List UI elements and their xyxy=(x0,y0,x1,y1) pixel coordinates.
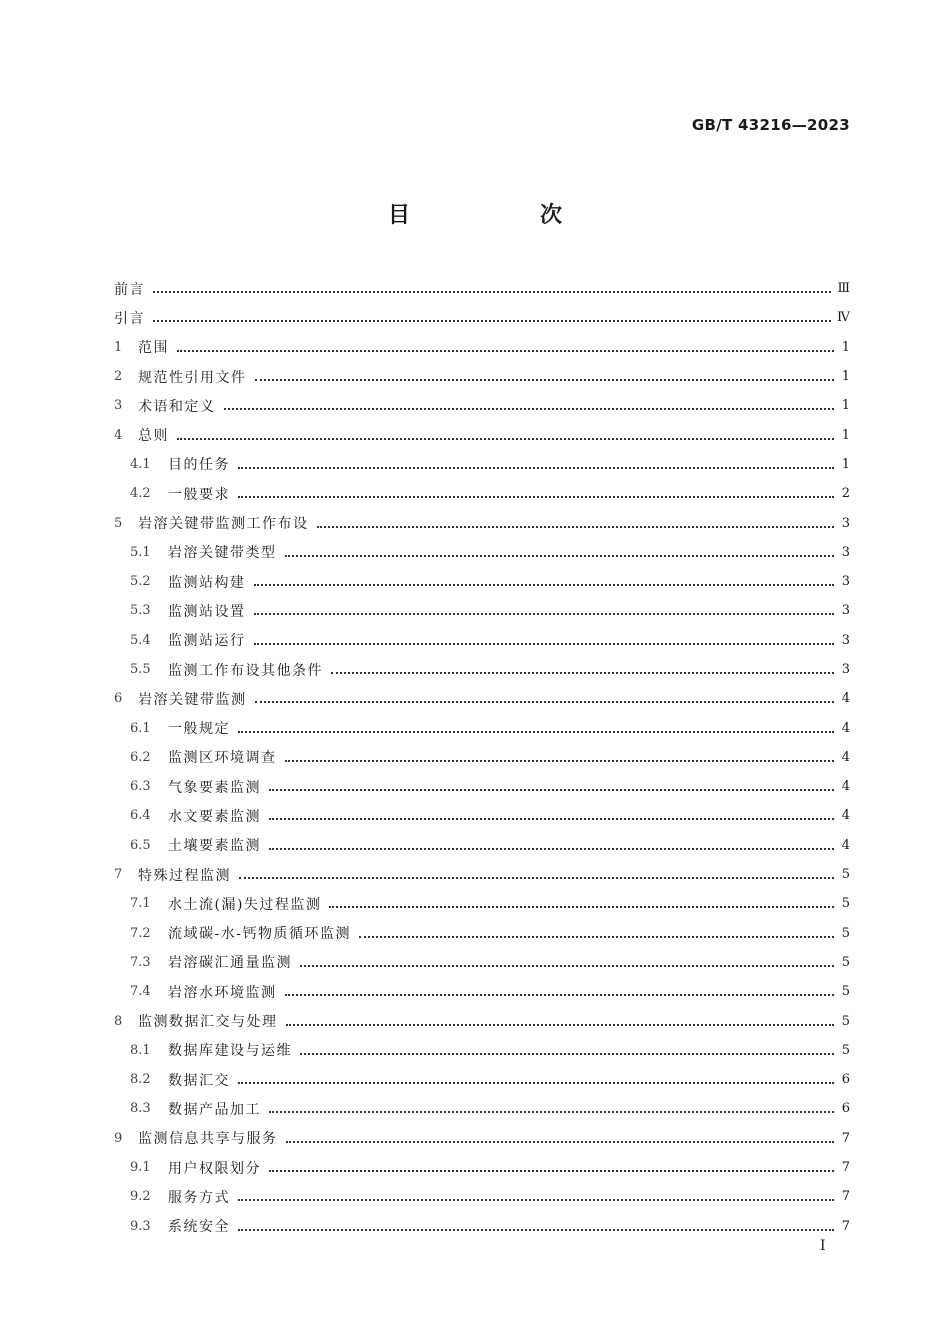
toc-entry-page: 1 xyxy=(841,427,850,443)
dot-leader xyxy=(300,964,834,967)
toc-entry-page: 3 xyxy=(841,544,850,560)
toc-entry-label: 监测站构建 xyxy=(168,574,246,591)
document-code: GB/T 43216—2023 xyxy=(691,116,850,134)
toc-entry-page: 3 xyxy=(841,662,850,677)
dot-leader xyxy=(285,993,835,996)
dot-leader xyxy=(359,935,834,938)
toc-entry-number: 5.4 xyxy=(130,632,151,648)
dot-leader xyxy=(269,817,834,820)
toc-entry-number: 3 xyxy=(114,398,123,414)
toc-entry-label: 水文要素监测 xyxy=(168,808,261,825)
toc-entry-page: Ⅲ xyxy=(837,281,850,297)
dot-leader xyxy=(317,525,835,528)
table-of-contents xyxy=(114,274,850,1241)
toc-entry-page: 3 xyxy=(841,603,850,619)
toc-entry-label: 目的任务 xyxy=(168,457,230,474)
toc-entry-page: 5 xyxy=(841,867,850,883)
toc-entry-label: 流域碳-水-钙物质循环监测 xyxy=(168,926,351,943)
toc-entry-page: 1 xyxy=(841,398,850,414)
toc-entry[interactable] xyxy=(114,1124,850,1153)
toc-entry-label: 术语和定义 xyxy=(138,398,216,415)
toc-entry-label: 监测站设置 xyxy=(168,603,246,620)
dot-leader xyxy=(254,583,835,586)
dot-leader xyxy=(254,612,835,615)
dot-leader xyxy=(286,1023,835,1026)
page-title: 目 次 xyxy=(387,203,616,228)
toc-entry-number: 9.2 xyxy=(130,1189,151,1205)
toc-entry[interactable] xyxy=(114,333,850,362)
toc-entry-number: 1 xyxy=(114,339,123,355)
toc-entry-label: 土壤要素监测 xyxy=(168,838,261,855)
toc-entry[interactable] xyxy=(114,831,850,860)
toc-entry-number: 7.1 xyxy=(130,896,151,912)
toc-entry-page: 5 xyxy=(841,984,850,1000)
toc-entry-number: 6.2 xyxy=(130,749,151,765)
toc-entry-page: 4 xyxy=(841,749,850,765)
toc-entry[interactable] xyxy=(114,303,850,332)
toc-entry[interactable] xyxy=(114,655,850,684)
toc-entry-number: 5.5 xyxy=(130,662,151,677)
toc-entry[interactable] xyxy=(114,508,850,537)
toc-entry-page: 1 xyxy=(841,339,850,355)
dot-leader xyxy=(285,554,835,557)
toc-entry[interactable] xyxy=(114,1036,850,1065)
toc-entry-label: 数据产品加工 xyxy=(168,1101,261,1118)
toc-entry-page: 7 xyxy=(841,1218,850,1234)
toc-entry[interactable] xyxy=(114,479,850,508)
toc-entry-number: 8.1 xyxy=(130,1042,151,1058)
toc-entry-page: 5 xyxy=(841,1013,850,1029)
toc-entry[interactable] xyxy=(114,391,850,420)
toc-entry-label: 前言 xyxy=(114,281,145,298)
toc-entry[interactable] xyxy=(114,801,850,830)
toc-entry-page: 3 xyxy=(841,632,850,648)
toc-entry[interactable] xyxy=(114,596,850,625)
toc-entry-number: 8.3 xyxy=(130,1101,151,1117)
dot-leader xyxy=(238,1198,834,1201)
toc-entry[interactable] xyxy=(114,977,850,1006)
toc-entry-number: 7.2 xyxy=(130,925,151,941)
toc-entry-label: 监测区环境调查 xyxy=(168,750,277,767)
toc-entry-page: 5 xyxy=(841,1042,850,1058)
toc-entry[interactable] xyxy=(114,362,850,391)
toc-entry-label: 系统安全 xyxy=(168,1219,230,1236)
toc-entry[interactable] xyxy=(114,450,850,479)
dot-leader xyxy=(177,349,834,352)
toc-entry[interactable] xyxy=(114,684,850,713)
dot-leader xyxy=(285,759,835,762)
toc-entry-page: 1 xyxy=(841,369,850,385)
toc-entry-number: 5.1 xyxy=(130,544,151,560)
toc-entry-number: 4 xyxy=(114,427,123,443)
toc-entry[interactable] xyxy=(114,626,850,655)
toc-entry-number: 6.3 xyxy=(130,779,151,795)
dot-leader xyxy=(177,437,834,440)
dot-leader xyxy=(238,1228,834,1231)
toc-entry[interactable] xyxy=(114,860,850,889)
toc-entry-page: 7 xyxy=(841,1189,850,1205)
toc-entry-number: 8 xyxy=(114,1013,123,1029)
toc-entry[interactable] xyxy=(114,1094,850,1123)
toc-entry-label: 监测数据汇交与处理 xyxy=(138,1014,278,1031)
toc-entry-label: 一般规定 xyxy=(168,721,230,738)
toc-entry-number: 7.3 xyxy=(130,954,151,970)
toc-entry-page: Ⅳ xyxy=(837,310,850,326)
toc-entry-label: 监测信息共享与服务 xyxy=(138,1131,278,1148)
dot-leader xyxy=(269,1169,834,1172)
toc-entry-label: 范围 xyxy=(138,340,169,357)
toc-entry-page: 4 xyxy=(841,720,850,736)
toc-entry-page: 7 xyxy=(841,1130,850,1146)
toc-entry-page: 4 xyxy=(841,691,850,707)
toc-entry-label: 数据汇交 xyxy=(168,1072,230,1089)
toc-entry[interactable] xyxy=(114,1212,850,1241)
toc-entry-label: 岩溶关键带类型 xyxy=(168,545,277,562)
toc-entry-number: 6 xyxy=(114,691,123,707)
toc-entry-label: 气象要素监测 xyxy=(168,779,261,796)
toc-entry-page: 5 xyxy=(841,925,850,941)
toc-entry-number: 5.2 xyxy=(130,574,151,590)
dot-leader xyxy=(286,1140,835,1143)
dot-leader xyxy=(153,319,831,322)
toc-entry[interactable] xyxy=(114,538,850,567)
toc-entry-page: 1 xyxy=(841,456,850,472)
toc-entry[interactable] xyxy=(114,1153,850,1182)
dot-leader xyxy=(239,876,834,879)
toc-entry-number: 5 xyxy=(114,515,123,531)
toc-entry-label: 一般要求 xyxy=(168,486,230,503)
dot-leader xyxy=(238,466,834,469)
toc-entry-label: 监测站运行 xyxy=(168,633,246,650)
dot-leader xyxy=(255,378,835,381)
toc-entry-label: 用户权限划分 xyxy=(168,1160,261,1177)
toc-entry[interactable] xyxy=(114,772,850,801)
toc-entry-page: 3 xyxy=(841,515,850,531)
dot-leader xyxy=(269,788,834,791)
toc-entry[interactable] xyxy=(114,919,850,948)
toc-entry-number: 2 xyxy=(114,369,123,385)
dot-leader xyxy=(300,1052,834,1055)
toc-entry-label: 岩溶碳汇通量监测 xyxy=(168,955,292,972)
dot-leader xyxy=(238,730,834,733)
toc-entry[interactable] xyxy=(114,948,850,977)
toc-entry-page: 4 xyxy=(841,837,850,853)
page-number: Ⅰ xyxy=(820,1238,826,1254)
dot-leader xyxy=(269,847,834,850)
dot-leader xyxy=(238,495,834,498)
toc-entry[interactable] xyxy=(114,743,850,772)
toc-entry-number: 5.3 xyxy=(130,603,151,619)
dot-leader xyxy=(254,642,835,645)
toc-entry-label: 岩溶关键带监测工作布设 xyxy=(138,516,309,533)
toc-entry-label: 服务方式 xyxy=(168,1189,230,1206)
toc-entry[interactable] xyxy=(114,889,850,918)
toc-entry[interactable] xyxy=(114,420,850,449)
toc-entry-label: 特殊过程监测 xyxy=(138,867,231,884)
toc-entry-number: 6.5 xyxy=(130,837,151,853)
toc-entry-page: 4 xyxy=(841,779,850,795)
toc-entry-label: 总则 xyxy=(138,428,169,445)
dot-leader xyxy=(238,1081,834,1084)
toc-entry-page: 5 xyxy=(841,896,850,912)
toc-entry[interactable] xyxy=(114,567,850,596)
dot-leader xyxy=(153,290,831,293)
toc-entry-number: 8.2 xyxy=(130,1072,151,1088)
toc-entry-number: 6.1 xyxy=(130,720,151,736)
toc-entry-page: 3 xyxy=(841,574,850,590)
toc-entry-page: 2 xyxy=(841,486,850,502)
toc-entry-number: 9.1 xyxy=(130,1160,151,1176)
toc-entry-label: 水土流(漏)失过程监测 xyxy=(168,896,322,913)
toc-entry[interactable] xyxy=(114,1065,850,1094)
toc-entry[interactable] xyxy=(114,1182,850,1211)
toc-entry-number: 9 xyxy=(114,1130,123,1146)
dot-leader xyxy=(331,671,834,674)
toc-entry-page: 6 xyxy=(841,1101,850,1117)
toc-entry-number: 4.2 xyxy=(130,486,151,502)
toc-entry-label: 监测工作布设其他条件 xyxy=(168,662,323,679)
toc-entry-number: 4.1 xyxy=(130,456,151,472)
toc-entry-label: 数据库建设与运维 xyxy=(168,1043,292,1060)
dot-leader xyxy=(224,407,835,410)
dot-leader xyxy=(255,700,835,703)
toc-entry-page: 4 xyxy=(841,808,850,824)
toc-entry-label: 规范性引用文件 xyxy=(138,369,247,386)
dot-leader xyxy=(329,905,834,908)
toc-entry-number: 7 xyxy=(114,867,123,883)
toc-entry-number: 6.4 xyxy=(130,808,151,824)
toc-entry-page: 6 xyxy=(841,1072,850,1088)
toc-entry[interactable] xyxy=(114,713,850,742)
toc-entry-label: 岩溶水环境监测 xyxy=(168,984,277,1001)
dot-leader xyxy=(269,1110,834,1113)
toc-entry-page: 5 xyxy=(841,954,850,970)
toc-entry-label: 引言 xyxy=(114,310,145,327)
toc-entry-page: 7 xyxy=(841,1160,850,1176)
toc-entry-number: 9.3 xyxy=(130,1218,151,1234)
toc-entry[interactable] xyxy=(114,1006,850,1035)
toc-entry[interactable] xyxy=(114,274,850,303)
toc-entry-number: 7.4 xyxy=(130,984,151,1000)
toc-entry-label: 岩溶关键带监测 xyxy=(138,691,247,708)
